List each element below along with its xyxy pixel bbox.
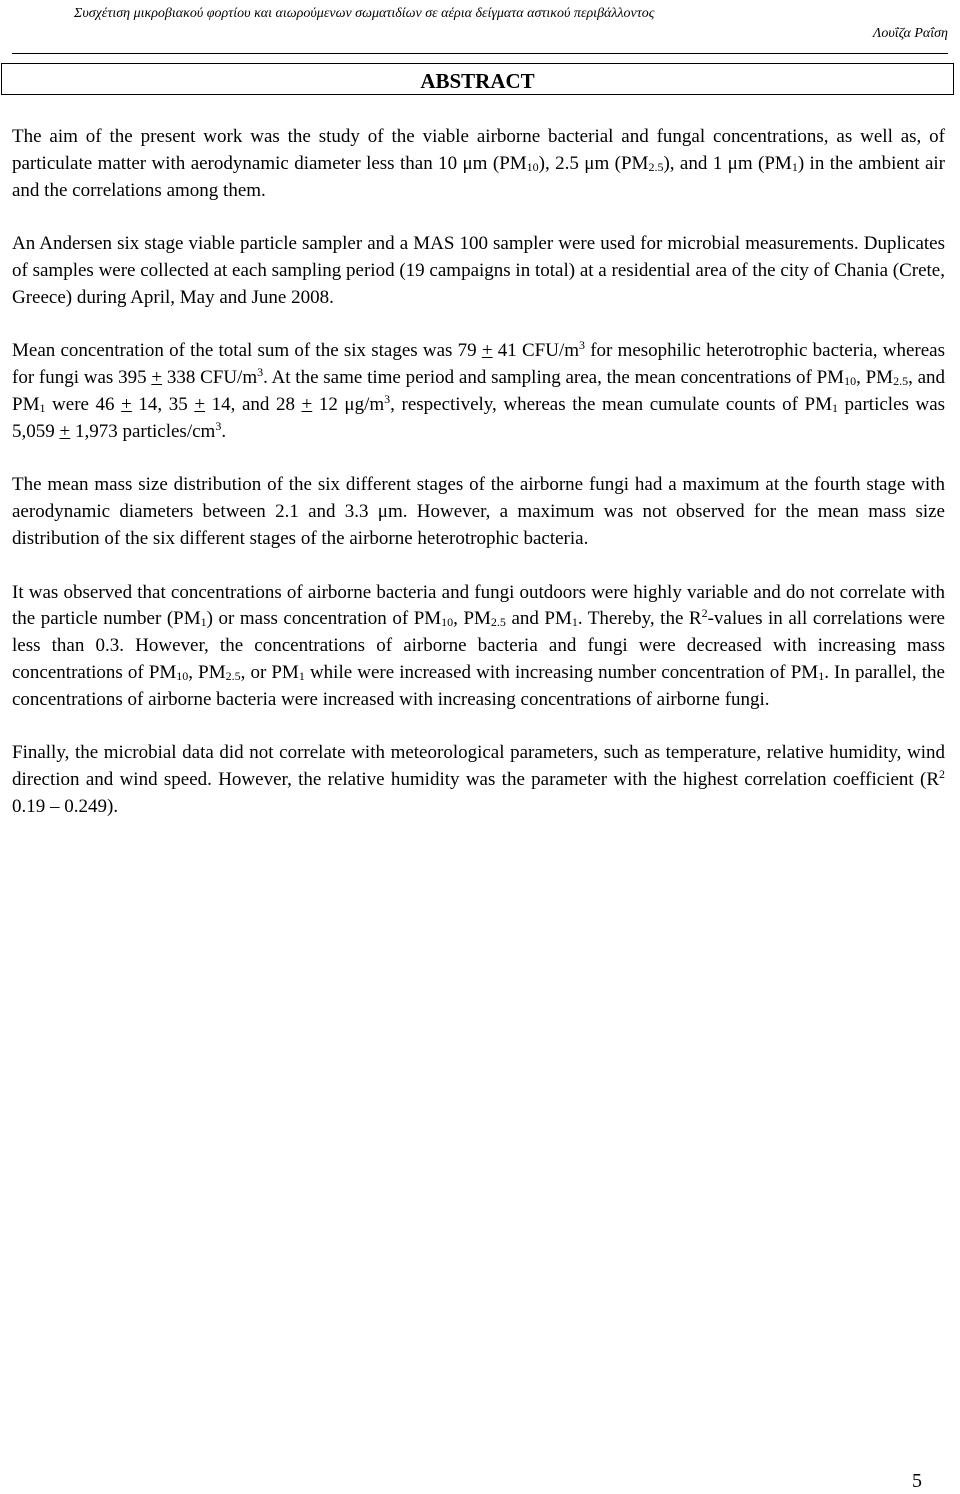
superscript: 3 xyxy=(384,391,391,406)
plus-minus: + xyxy=(194,393,206,415)
subscript: 1 xyxy=(200,615,207,630)
abstract-heading: ABSTRACT xyxy=(420,69,535,93)
text-run: , and PM xyxy=(12,367,946,415)
header-divider xyxy=(12,53,948,54)
subscript: 10 xyxy=(844,374,857,389)
text-run: , PM xyxy=(856,367,894,389)
text-run: , respectively, whereas the mean cumulate counts of PM xyxy=(390,393,832,415)
text-run: ) in the ambient air and the correlations among them. xyxy=(12,152,945,201)
subscript: 10 xyxy=(526,159,539,174)
plus-minus: + xyxy=(59,420,71,442)
superscript: 3 xyxy=(579,338,585,353)
text-run: . xyxy=(221,420,227,442)
text-run: 14, 35 xyxy=(131,393,195,415)
superscript: 2 xyxy=(701,606,708,621)
subscript: 10 xyxy=(441,615,454,630)
abstract-body xyxy=(12,124,945,848)
subscript: 1 xyxy=(298,668,305,683)
page-number: 5 xyxy=(912,1470,922,1492)
subscript: 1 xyxy=(571,615,578,630)
text-run: 0.19 – 0.249). xyxy=(12,795,119,817)
running-header-title: Συσχέτιση μικροβιακού φορτίου και αιωρούμενων σωματιδίων σε αέρια δείγματα αστικού περιβάλλοντος xyxy=(74,6,655,21)
text-run: , PM xyxy=(453,608,491,630)
superscript: 3 xyxy=(215,418,222,433)
paragraph-2: An Andersen six stage viable particle sampler and a MAS 100 sampler were used for microbial measurements. Duplicates of samples were collected at each sampling period (19 campaigns in total) at a residential area of the city of Chania (Crete, Greece) during April, May and June 2008. xyxy=(12,233,945,308)
text-run: . In parallel, the concentrations of airborne bacteria were increased with increasing concentrations of airborne fungi. xyxy=(12,661,945,710)
text-run: were 46 xyxy=(45,393,122,415)
text-run: 338 CFU/m xyxy=(162,367,258,389)
text-run: 41 CFU/m xyxy=(492,340,579,362)
plus-minus: + xyxy=(301,393,313,415)
subscript: 2.5 xyxy=(648,159,664,174)
text-run: -values in all correlations were less than 0.3. However, the concentrations of airborne bacteria and fungi were decreased with increasing mass concentrations of PM xyxy=(12,608,945,683)
subscript: 2.5 xyxy=(893,374,909,389)
text-run: 1,973 particles/cm xyxy=(70,420,216,442)
text-run: 14, and 28 xyxy=(205,393,302,415)
text-run: . Thereby, the R xyxy=(577,608,702,630)
subscript: 2.5 xyxy=(225,668,241,683)
paragraph-6 xyxy=(12,740,945,820)
superscript: 3 xyxy=(257,365,264,380)
text-run: while were increased with increasing number concentration of PM xyxy=(304,661,819,683)
plus-minus: + xyxy=(151,367,163,389)
paragraph-5 xyxy=(12,580,945,714)
text-run: ), 2.5 μm (PM xyxy=(538,152,649,174)
text-run: ), and 1 μm (PM xyxy=(663,152,792,174)
subscript: 1 xyxy=(791,159,798,174)
text-run: for mesophilic heterotrophic bacteria, whereas for fungi was 395 xyxy=(12,340,945,389)
text-run: 12 μg/m xyxy=(312,393,385,415)
text-run: It was observed that concentrations of airborne bacteria and fungi outdoors were highly variable and do not correlate with the particle number (PM xyxy=(12,581,945,630)
subscript: 10 xyxy=(176,668,189,683)
running-header xyxy=(12,6,948,41)
superscript: 2 xyxy=(939,767,945,782)
text-run: The aim of the present work was the study of the viable airborne bacterial and fungal concentrations, as well as, of particulate matter with aerodynamic diameter less than 10 μm (PM xyxy=(12,126,945,174)
text-run: , PM xyxy=(188,661,226,683)
text-run: . At the same time period and sampling area, the mean concentrations of PM xyxy=(263,367,845,389)
text-run: particles was 5,059 xyxy=(12,393,946,442)
plus-minus: + xyxy=(481,340,493,362)
subscript: 2.5 xyxy=(490,615,506,630)
text-run: Finally, the microbial data did not correlate with meteorological parameters, such as temperature, relative humidity, wind direction and wind speed. However, the relative humidity was the parameter with the highest correlation coefficient (R xyxy=(12,742,945,791)
abstract-heading-box xyxy=(1,63,954,95)
paragraph-3 xyxy=(12,338,945,445)
text-run: ) or mass concentration of PM xyxy=(206,608,442,630)
subscript: 1 xyxy=(818,668,825,683)
running-header-author: Λουΐζα Ραΐση xyxy=(872,26,948,41)
subscript: 1 xyxy=(39,400,46,415)
text-run: and PM xyxy=(505,608,572,630)
subscript: 1 xyxy=(831,400,838,415)
plus-minus: + xyxy=(121,393,132,415)
paragraph-4: The mean mass size distribution of the six different stages of the airborne fungi had a maximum at the fourth stage with aerodynamic diameters between 2.1 and 3.3 μm. However, a maximum was not observed for the mean mass size distribution of the six different stages of the airborne heterotrophic bacteria. xyxy=(12,474,945,549)
text-run: Mean concentration of the total sum of the six stages was 79 xyxy=(12,340,482,362)
text-run: , or PM xyxy=(240,661,299,683)
paragraph-1 xyxy=(12,124,945,204)
